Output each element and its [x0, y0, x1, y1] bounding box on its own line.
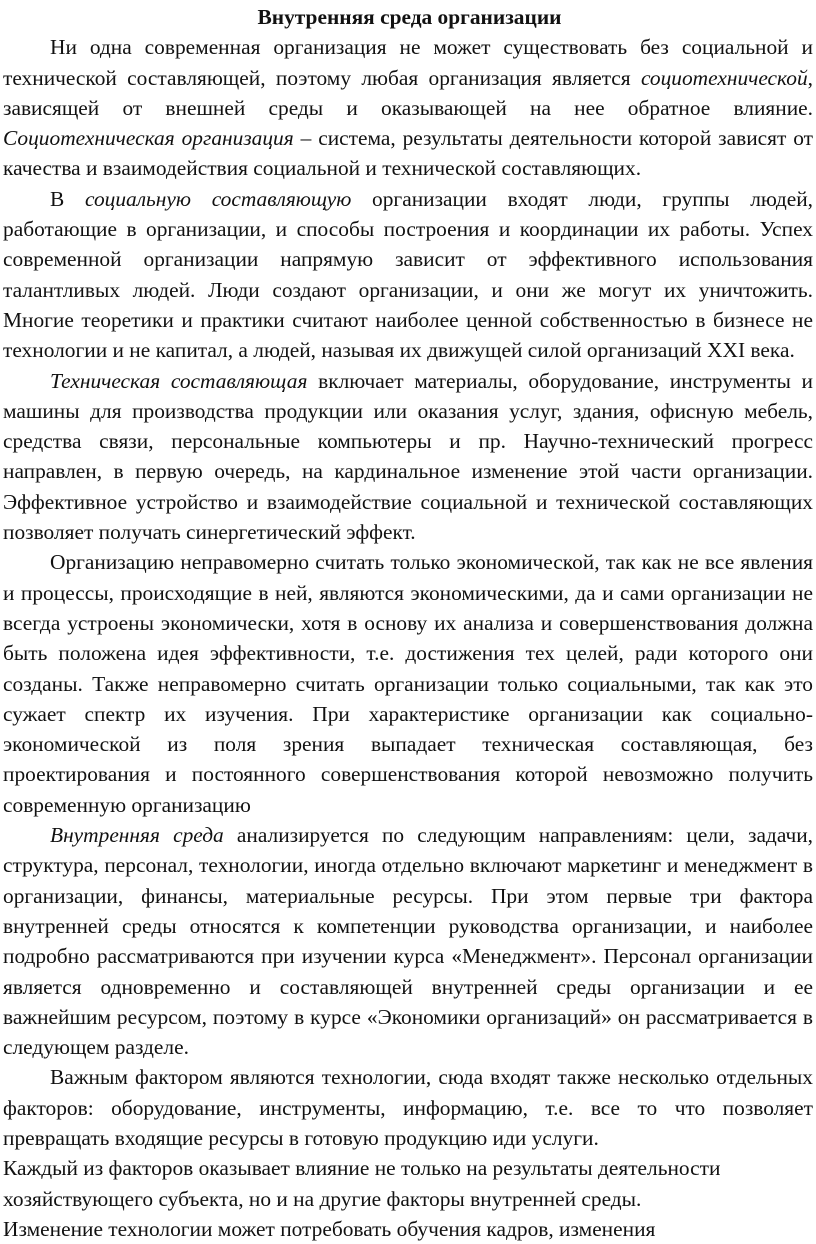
text-run: , зависящей от внешней среды и оказывающей на нее обратное влияние.: [3, 65, 813, 120]
emphasis-term: Техническая составляющая: [50, 368, 308, 393]
text-run: организации входят люди, группы людей, работающие в организации, и способы построения и координации их работы. Успех современной организации напрямую зависит от эффективного использования талантливых людей. Люди создают организации, и они же могут их уничтожить. Многие теоретики и практики считают наиболее ценной собственностью в бизнесе не технологии и не капитал, а людей, называя их движущей силой организаций XXI века.: [3, 186, 813, 363]
paragraph-technology-change: Изменение технологии может потребовать обучения кадров, изменения: [3, 1216, 656, 1241]
paragraph-social-component: [3, 184, 813, 366]
emphasis-term: социальную составляющую: [84, 186, 352, 211]
text-run: В: [50, 186, 85, 211]
paragraph-organization-type: Организацию неправомерно считать только экономической, так как не все явления и процессы, происходящие в ней, являются экономическими, да и сами организации не всегда устроены экономически, хотя в основу их анализа и совершенствования должна быть положена идея эффективности, т.е. достижения тех целей, ради которого они созданы. Также неправомерно считать организации только социальными, так как это сужает спектр их изучения. При характеристике организации как социально-экономической из поля зрения выпадает техническая составляющая, без проектирования и постоянного совершенствования которой невозможно получить современную организацию: [3, 550, 813, 817]
paragraph-sociotechnical: [3, 32, 813, 183]
emphasis-term: Внутренняя среда: [50, 823, 224, 848]
paragraph-technical-component: [3, 366, 813, 548]
text-run: Ни одна современная организация не может существовать без социальной и технической составляющей, поэтому любая организация является: [3, 35, 813, 90]
paragraph-internal-environment: [3, 820, 813, 1062]
document-title: Внутренняя среда организации: [257, 5, 562, 29]
paragraph-technologies: Важным фактором являются технологии, сюда входят также несколько отдельных факторов: оборудование, инструменты, информацию, т.е. все то что позволяет превращать входящие ресурсы в готовую продукцию иди услуги.: [3, 1065, 813, 1150]
text-run: – система, результаты деятельности которой зависят от качества и взаимодействия социальной и технической составляющих.: [3, 126, 814, 181]
text-run: включает материалы, оборудование, инструменты и машины для производства продукции или оказания услуг, здания, офисную мебель, средства связи, персональные компьютеры и пр. Научно-технический прогресс направлен, в первую очередь, на кардинальное изменение этой части организации. Эффективное устройство и взаимодействие социальной и технической составляющих позволяет получать синергетический эффект.: [3, 368, 813, 545]
emphasis-term: социотехнической: [640, 65, 808, 90]
emphasis-term: Социотехническая организация: [3, 126, 294, 151]
text-run: анализируется по следующим направлениям: цели, задачи, структура, персонал, технологии, иногда отдельно включают маркетинг и менеджмент в организации, финансы, материальные ресурсы. При этом первые три фактора внутренней среды относятся к компетенции руководства организации, и наиболее подробно рассматриваются при изучении курса «Менеджмент». Персонал организации является одновременно и составляющей внутренней среды организации и ее важнейшим ресурсом, поэтому в курсе «Экономики организаций» он рассматривается в следующем разделе.: [3, 823, 814, 1060]
paragraph-factors-influence: Каждый из факторов оказывает влияние не только на результаты деятельности хозяйствующего субъекта, но и на другие факторы внутренней среды.: [3, 1156, 721, 1211]
